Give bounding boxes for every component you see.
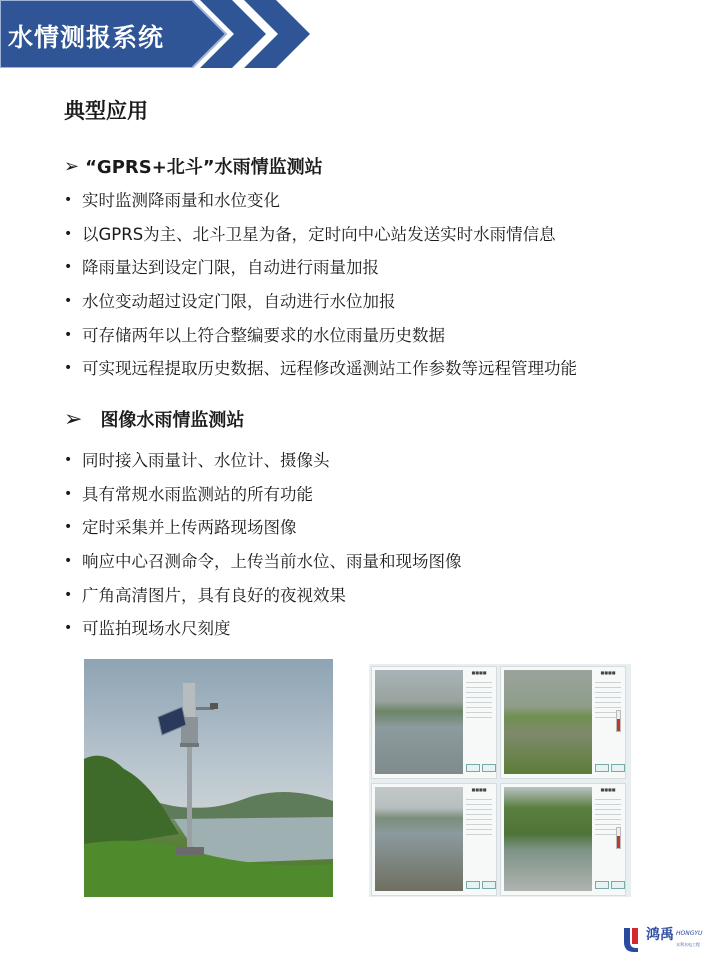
subsection-title-text: 图像水雨情监测站 [100, 410, 245, 431]
arrow-bullet-icon: ➢ [64, 406, 83, 432]
station-photo [84, 659, 333, 897]
data-sidebar: ■■■■ [465, 787, 493, 891]
list-item [64, 218, 704, 252]
station-photo-illustration [84, 659, 333, 897]
bullet-icon: • [64, 225, 73, 242]
camera-panel [500, 783, 626, 896]
list-item [64, 184, 704, 218]
data-sidebar: ■■■■ [465, 670, 493, 774]
logo-brand-cn: 鸿禹 [646, 927, 674, 943]
header-title: 水情测报系统 [8, 23, 165, 52]
bullet-icon: • [64, 326, 73, 343]
list-item [64, 285, 704, 319]
bullet-icon: • [64, 452, 73, 468]
list-item-text: 可监拍现场水尺刻度 [82, 619, 231, 639]
monitoring-screenshots [369, 664, 631, 897]
subsection-title-image [64, 406, 244, 432]
list-item [64, 478, 704, 512]
list-item-text: 降雨量达到设定门限，自动进行雨量加报 [82, 258, 379, 278]
bullet-icon: • [64, 192, 73, 208]
list-item-text: 同时接入雨量计、水位计、摄像头 [82, 451, 330, 470]
list-item-text: 水位变动超过设定门限，自动进行水位加报 [82, 292, 396, 312]
camera-panel [371, 783, 497, 896]
list-item-text: 定时采集并上传两路现场图像 [82, 518, 297, 538]
camera-image [375, 787, 463, 891]
list-item [64, 352, 704, 386]
bullet-icon: • [64, 519, 73, 536]
logo-tagline: 水利水电工程 [676, 942, 700, 947]
list-item [64, 251, 704, 285]
bullet-icon: • [64, 586, 73, 603]
arrow-bullet-icon: ➢ [64, 155, 80, 177]
subsection-title-text: “GPRS+北斗”水雨情监测站 [85, 157, 323, 178]
bullet-list-gprs [64, 184, 704, 386]
camera-panel [500, 666, 626, 779]
camera-image [504, 670, 592, 774]
list-item [64, 511, 704, 545]
data-sidebar: ■■■■ [594, 787, 622, 891]
bullet-icon: • [64, 259, 73, 276]
bullet-icon: • [64, 620, 73, 637]
list-item [64, 444, 704, 478]
list-item [64, 319, 704, 353]
list-item [64, 545, 704, 579]
camera-image [504, 787, 592, 891]
list-item-text: 以GPRS为主、北斗卫星为备，定时向中心站发送实时水雨情信息 [82, 224, 556, 244]
bullet-icon: • [64, 293, 73, 310]
bullet-icon: • [64, 360, 73, 377]
list-item-text: 广角高清图片，具有良好的夜视效果 [82, 585, 346, 605]
subsection-title-gprs [64, 153, 323, 179]
data-sidebar: ■■■■ [594, 670, 622, 774]
bullet-icon: • [64, 553, 73, 570]
list-item [64, 612, 704, 646]
logo-brand-en: HONGYU [676, 930, 703, 937]
bullet-icon: • [64, 485, 73, 502]
list-item-text: 响应中心召测命令，上传当前水位、雨量和现场图像 [82, 552, 462, 572]
section-title: 典型应用 [64, 99, 148, 123]
camera-panel [371, 666, 497, 779]
list-item-text: 具有常规水雨监测站的所有功能 [82, 484, 313, 504]
list-item-text: 可存储两年以上符合整编要求的水位雨量历史数据 [82, 325, 445, 345]
list-item [64, 579, 704, 613]
camera-image [375, 670, 463, 774]
list-item-text: 实时监测降雨量和水位变化 [82, 191, 280, 210]
bullet-list-image [64, 444, 704, 646]
list-item-text: 可实现远程提取历史数据、远程修改遥测站工作参数等远程管理功能 [82, 359, 577, 379]
